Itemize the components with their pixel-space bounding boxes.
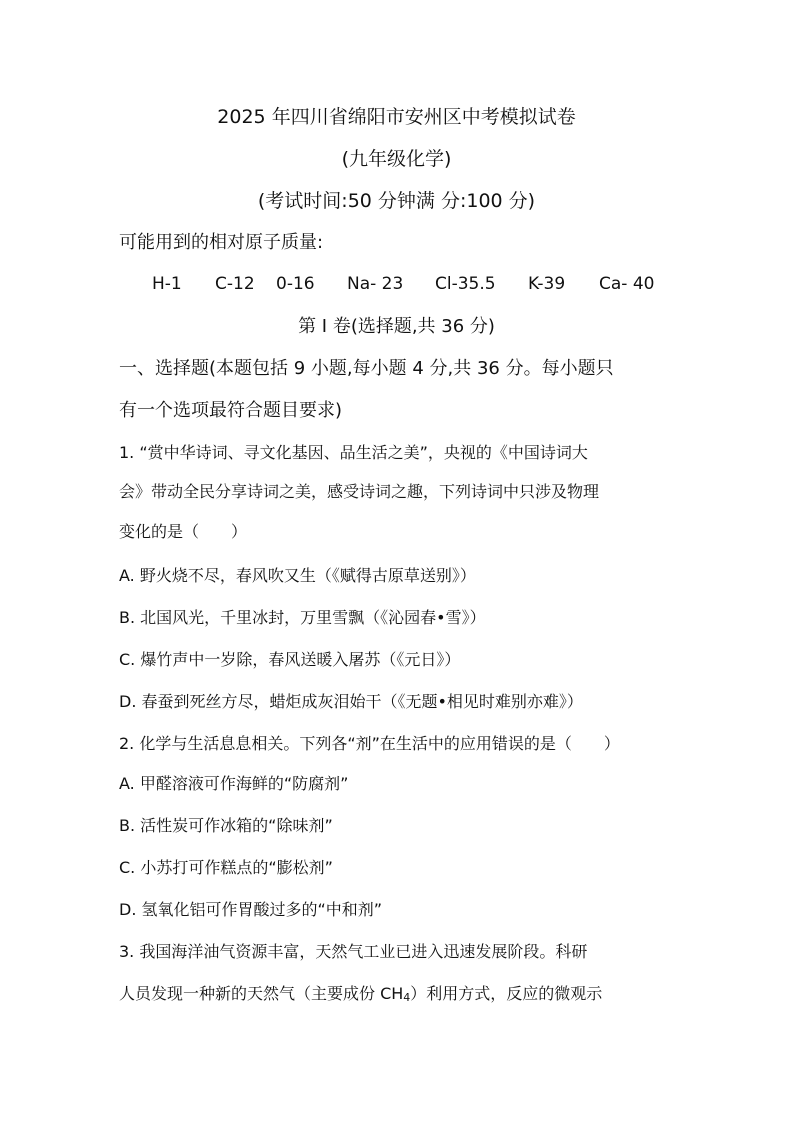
exam-title: 2025 年四川省绵阳市安州区中考模拟试卷 <box>217 106 576 128</box>
atomic-mass-na: Na- 23 <box>347 274 404 294</box>
atomic-mass-cl: Cl-35.5 <box>435 274 496 294</box>
question-2-option-c: C. 小苏打可作糕点的“膨松剂” <box>119 858 333 877</box>
question-3-subscript: 4 <box>403 991 411 1004</box>
question-2-option-a: A. 甲醛溶液可作海鲜的“防腐剂” <box>119 774 349 793</box>
question-1-option-d: D. 春蚕到死丝方尽，蜡炬成灰泪始干（《无题•相见时难别亦难》） <box>119 692 583 711</box>
question-1-option-b: B. 北国风光，千里冰封，万里雪飘（《沁园春•雪》） <box>119 608 486 627</box>
question-1-line-2: 会》带动全民分享诗词之美，感受诗词之趣，下列诗词中只涉及物理 <box>119 482 600 501</box>
exam-info: (考试时间:50 分钟满 分:100 分) <box>257 190 536 212</box>
question-1-line-3: 变化的是（ ） <box>119 522 248 541</box>
question-3-line-1: 3. 我国海洋油气资源丰富，天然气工业已进入迅速发展阶段。科研 <box>119 942 588 961</box>
atomic-mass-h: H-1 <box>152 274 182 294</box>
question-1-line-1: 1. “赏中华诗词、寻文化基因、品生活之美”，央视的《中国诗词大 <box>119 443 588 462</box>
atomic-mass-label: 可能用到的相对原子质量: <box>119 232 324 253</box>
question-3-line-2-after: ）利用方式，反应的微观示 <box>410 984 603 1003</box>
exam-subject: (九年级化学) <box>341 148 452 170</box>
question-3-line-2-before: 人员发现一种新的天然气（主要成份 CH <box>119 984 404 1003</box>
question-3-line-2 <box>119 986 602 1003</box>
section-heading-line2: 有一个选项最符合题目要求) <box>119 400 343 421</box>
atomic-mass-k: K-39 <box>528 274 566 294</box>
question-2-line-1: 2. 化学与生活息息相关。下列各“剂”在生活中的应用错误的是（ ） <box>119 734 620 753</box>
question-1-option-c: C. 爆竹声中一岁除，春风送暖入屠苏（《元日》） <box>119 650 461 669</box>
question-2-option-b: B. 活性炭可作冰箱的“除味剂” <box>119 816 333 835</box>
atomic-mass-list <box>0 274 793 296</box>
part1-title: 第 I 卷(选择题,共 36 分) <box>298 316 495 337</box>
question-2-option-d: D. 氢氧化铝可作胃酸过多的“中和剂” <box>119 900 383 919</box>
question-1-option-a: A. 野火烧不尽，春风吹又生（《赋得古原草送别》） <box>119 566 476 585</box>
atomic-mass-ca: Ca- 40 <box>599 274 655 294</box>
section-heading-line1: 一、选择题(本题包括 9 小题,每小题 4 分,共 36 分。每小题只 <box>119 358 614 379</box>
atomic-mass-c: C-12 <box>215 274 255 294</box>
atomic-mass-o: 0-16 <box>276 274 315 294</box>
